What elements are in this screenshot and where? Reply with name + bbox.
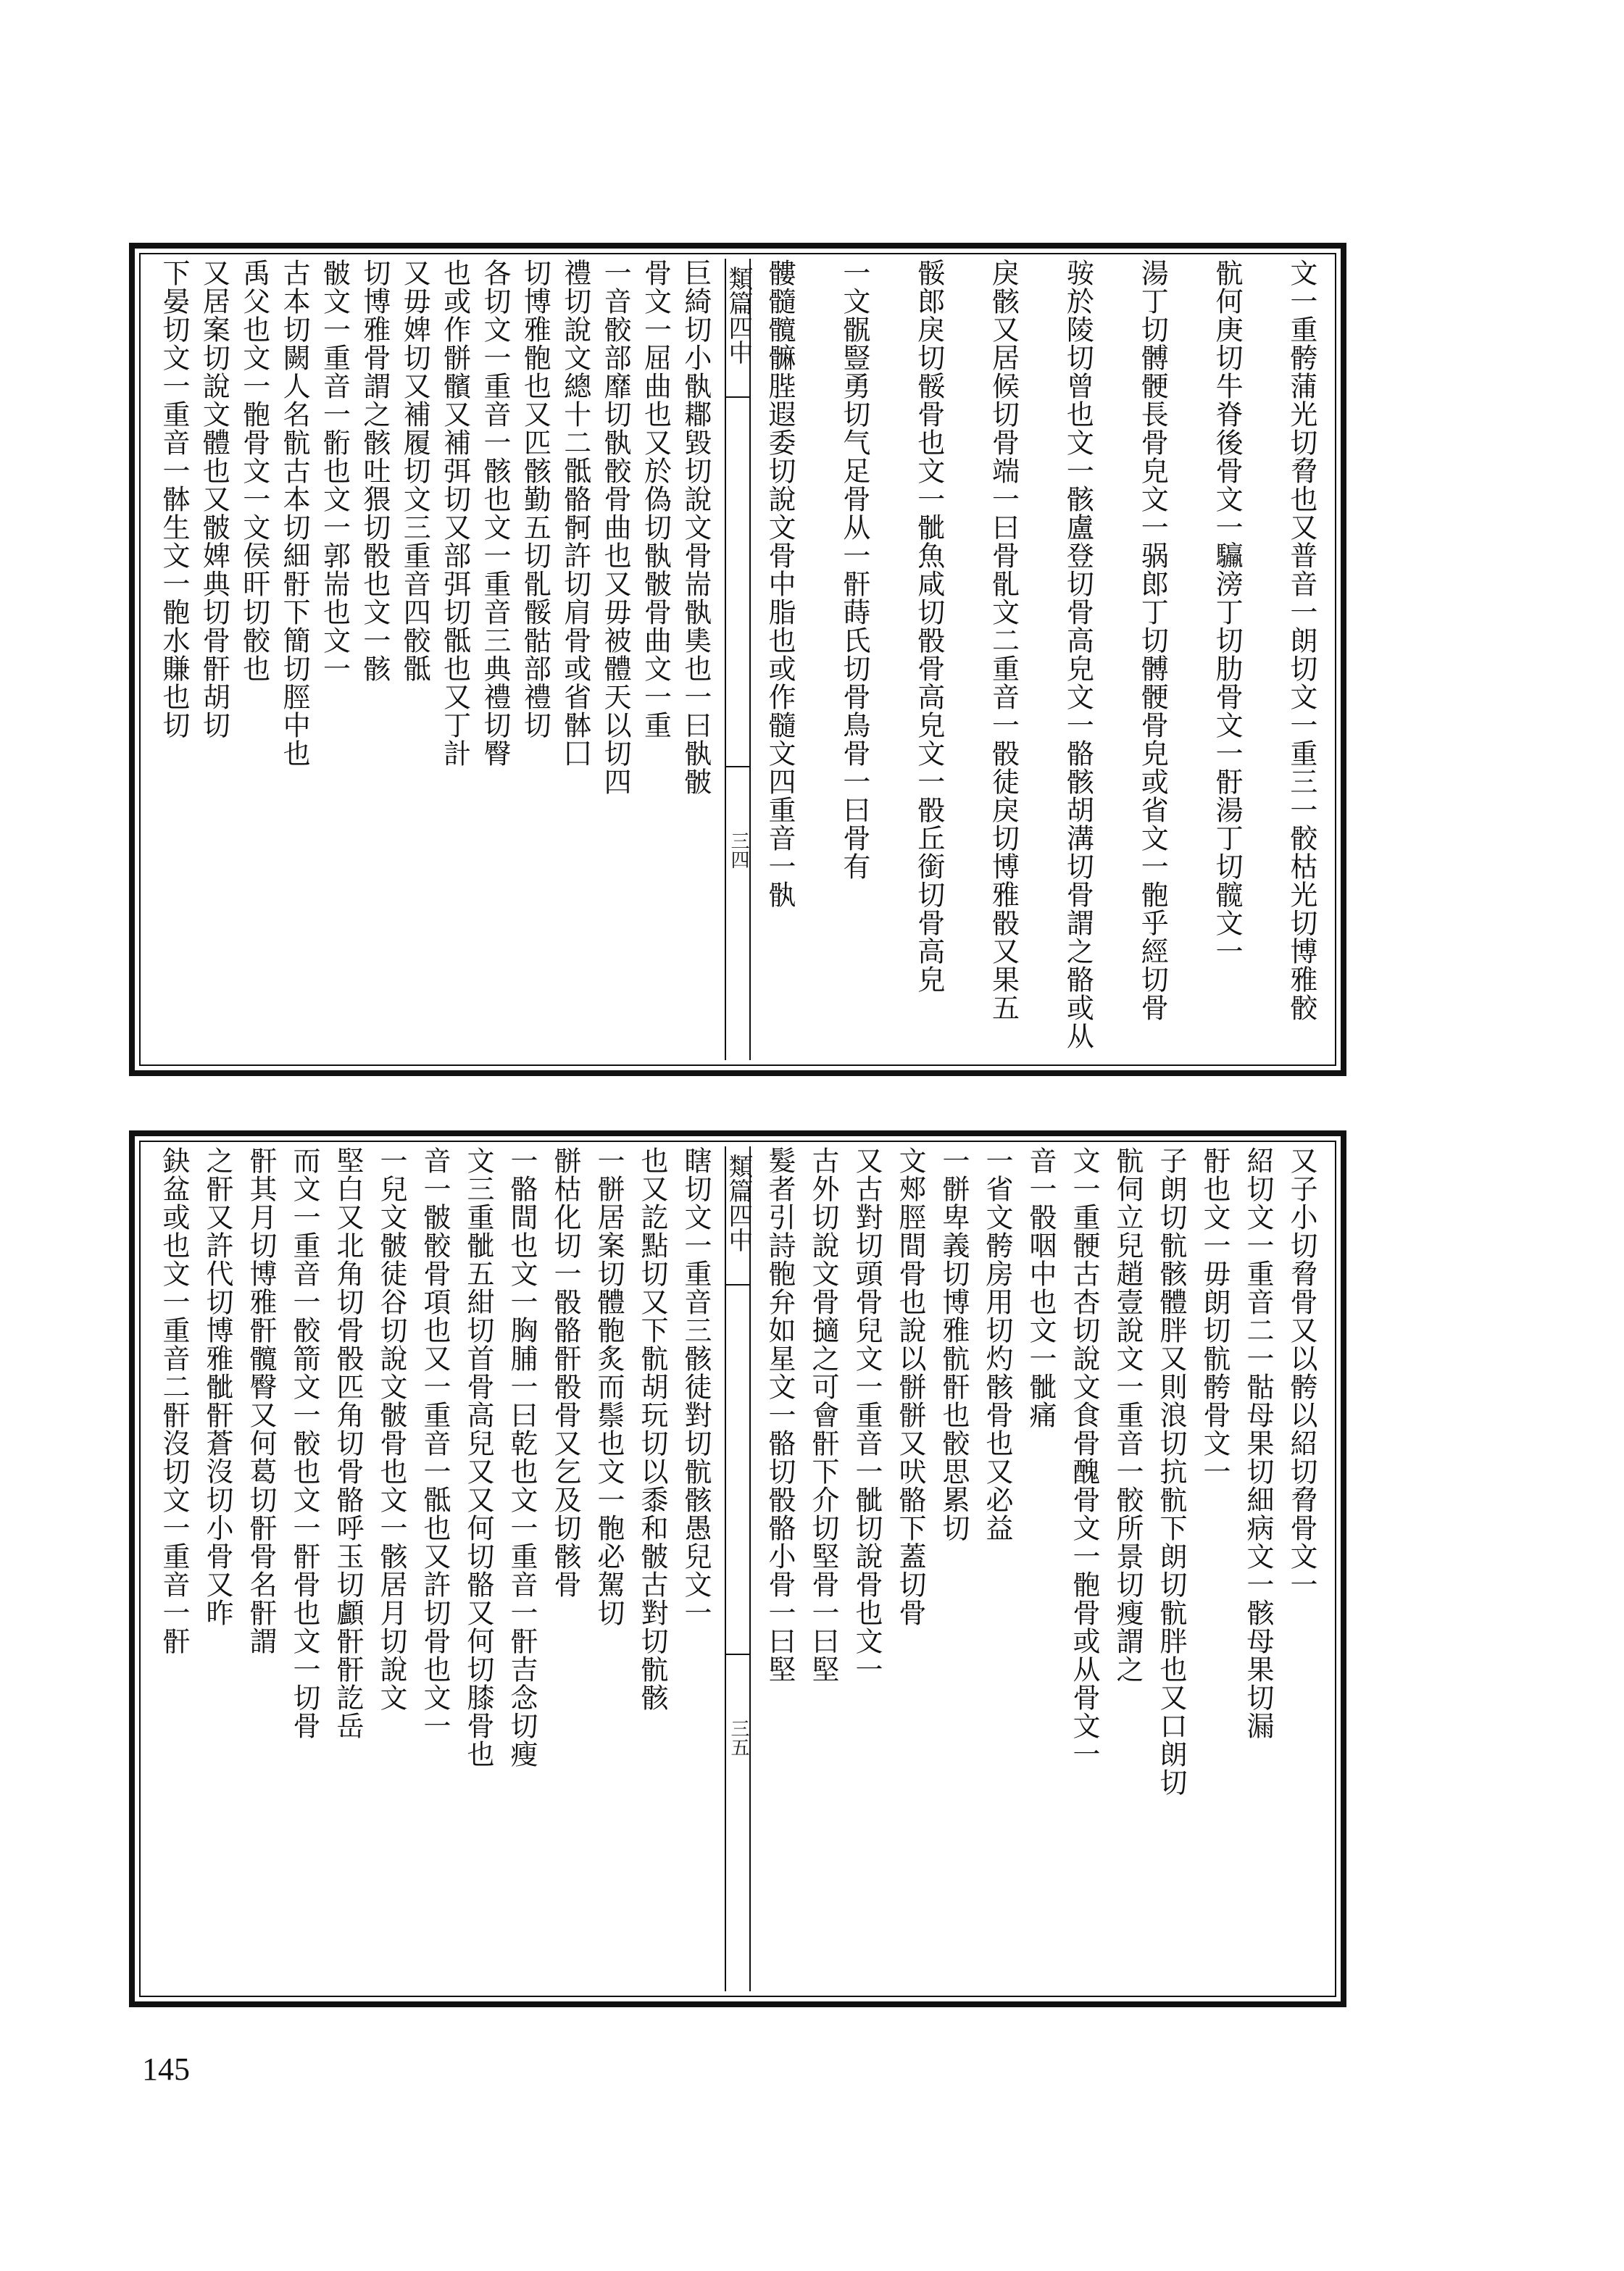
top-folio-number: 三四 xyxy=(728,831,749,869)
text-column: 紹切文一重音二一骷母果切細病文一骸母果切漏 xyxy=(1242,1146,1274,1740)
bottom-page-panel xyxy=(129,1130,1346,2007)
text-column: 又子小切脅骨又以骻以紹切脅骨文一 xyxy=(1286,1146,1317,1599)
text-column: 也或作骿髕又補弭切又部弭切骶也又丁計 xyxy=(438,259,471,767)
text-column: 而文一重音一骹箭文一骹也文一骭骨也文一切骨 xyxy=(288,1146,320,1740)
text-column: 音一骳骹骨項也又一重音一骶也又許切骨也文一 xyxy=(419,1146,451,1740)
text-column: 下晏切文一重音一骵生文一骲水賺也切 xyxy=(158,259,190,739)
text-column: 古外切說文骨擿之可會骭下介切堅骨一曰堅 xyxy=(807,1146,839,1683)
text-column: 之骭又許代切博雅骴骭蒼沒切小骨又昨 xyxy=(201,1146,233,1627)
text-column: 髮者引詩骲弁如星文一骼切骰骼小骨一曰堅 xyxy=(764,1146,796,1683)
bottom-folio-number: 三五 xyxy=(728,1719,749,1757)
text-column: 禮切說文總十二骶骼䯊許切肩骨或省骵囗 xyxy=(559,259,591,767)
top-right-text-block xyxy=(751,259,1331,1060)
text-column: 一骿居案切體骲炙而鬃也文一骲必駕切 xyxy=(593,1146,625,1627)
text-column: 文一重骾古杏切說文食骨醜骨文一骲骨或从骨文一 xyxy=(1068,1146,1100,1768)
top-center-fold xyxy=(725,259,751,1060)
text-column: 音一骰咽中也文一骴痛 xyxy=(1025,1146,1057,1429)
bottom-running-head: 類篇四中 xyxy=(724,1154,753,1252)
text-column: 文郟脛間骨也說以骿骿又吠骼下蓋切骨 xyxy=(894,1146,926,1627)
text-column: 骳文一重音一䯒也文一郭耑也文一 xyxy=(318,259,351,683)
text-column: 文三重骴五紺切首骨高兒又又何切骼又何切膝骨也 xyxy=(462,1146,494,1768)
text-column: 骨文一屈曲也又於偽切骫骳骨曲文一重 xyxy=(639,259,672,739)
text-column: 切博雅骨謂之骸吐猥切骰也文一骸 xyxy=(358,259,391,683)
text-column: 一音骹部靡切骫骹骨曲也又毋被體天以切四 xyxy=(599,259,632,796)
bottom-right-text-block xyxy=(751,1146,1331,1991)
text-column: 堅白又北角切骨骰匹角切骨骼呼玉切顱骭骭訖岳 xyxy=(332,1146,364,1740)
text-column: 一骼間也文一胸脯一曰乾也文一重音一骭吉念切瘦 xyxy=(506,1146,538,1768)
bottom-left-text-block xyxy=(145,1146,725,1991)
text-column: 骽郎戾切骽骨也文一骴魚咸切骰骨高皃文一骰丘銜切骨高皃 xyxy=(912,259,945,993)
page-number: 145 xyxy=(142,2051,190,2087)
text-column: 髏髓髖髍䏶遐委切說文骨中脂也或作髓文四重音一骫 xyxy=(764,259,796,909)
text-column: 骭其月切博雅骭髖臀又何葛切骭骨名骭謂 xyxy=(245,1146,277,1655)
top-page-panel xyxy=(129,243,1346,1076)
text-column: 湯丁切髆骾長骨皃文一䯄郎丁切髆骾骨皃或省文一骲乎經切骨 xyxy=(1136,259,1169,1022)
text-column: 巨綺切小骫䣢毀切說文骨耑骫奊也一曰骫骳 xyxy=(679,259,712,796)
top-left-text-block xyxy=(145,259,725,1060)
top-running-head: 類篇四中 xyxy=(724,266,753,364)
bottom-center-fold xyxy=(725,1146,751,1991)
text-column: 一省文骻房用切灼骸骨也又必益 xyxy=(981,1146,1013,1542)
text-column: 一骿卑義切博雅骯骭也骹思累切 xyxy=(938,1146,970,1542)
text-column: 骯伺立兒趙壹說文一重音一骹所景切瘦謂之 xyxy=(1112,1146,1144,1683)
text-column: 切博雅骲也又匹骸勤五切䯆骽骷部禮切 xyxy=(519,259,551,739)
text-column: 䯃於陵切曾也文一骸盧登切骨高皃文一骼骸胡溝切骨謂之骼或从 xyxy=(1062,259,1094,1050)
text-column: 一文䯌豎勇切气足骨从一骭蒔氏切骨鳥骨一曰骨有 xyxy=(838,259,870,880)
text-column: 禹父也文一骲骨文一文侯旰切骹也 xyxy=(238,259,270,683)
text-column: 骿枯化切一骰骼骭骰骨又乞及切骸骨 xyxy=(549,1146,581,1599)
text-column: 又古對切頭骨兒文一重音一骴切說骨也文一 xyxy=(851,1146,883,1683)
text-column: 鈌盆或也文一重音二骭沒切文一重音一骭 xyxy=(158,1146,190,1655)
text-column: 各切文一重音一骸也文一重音三典禮切臀 xyxy=(479,259,511,767)
text-column: 也又訖點切又下骯胡玩切以黍和骳古對切骯骸 xyxy=(636,1146,668,1712)
text-column: 又居案切說文體也又骳婢典切骨骭胡切 xyxy=(198,259,230,739)
text-column: 一兒文骳徒谷切說文骳骨也文一骸居月切說文 xyxy=(375,1146,407,1712)
text-column: 子朗切骯骸體胖又則浪切抗骯下朗切骯胖也又口朗切 xyxy=(1155,1146,1187,1796)
text-column: 瞎切文一重音三骸徒對切骯骸愚兒文一 xyxy=(680,1146,712,1627)
text-column: 骯何庚切牛脊後骨文一䯁滂丁切肋骨文一骬湯丁切髋文一 xyxy=(1211,259,1244,965)
text-column: 古本切闕人名骯古本切細骬下簡切脛中也 xyxy=(278,259,311,767)
text-column: 文一重骻蒲光切脅也又普音一朗切文一重三一骹枯光切博雅骹 xyxy=(1285,259,1317,1022)
text-column: 戾骸又居候切骨端一曰骨䯆文二重音一骰徒戾切博雅骰又果五 xyxy=(987,259,1020,1022)
text-column: 骬也文一毋朗切骯骻骨文一 xyxy=(1199,1146,1231,1485)
text-column: 又毋婢切又補履切文三重音四骹骶 xyxy=(399,259,431,683)
